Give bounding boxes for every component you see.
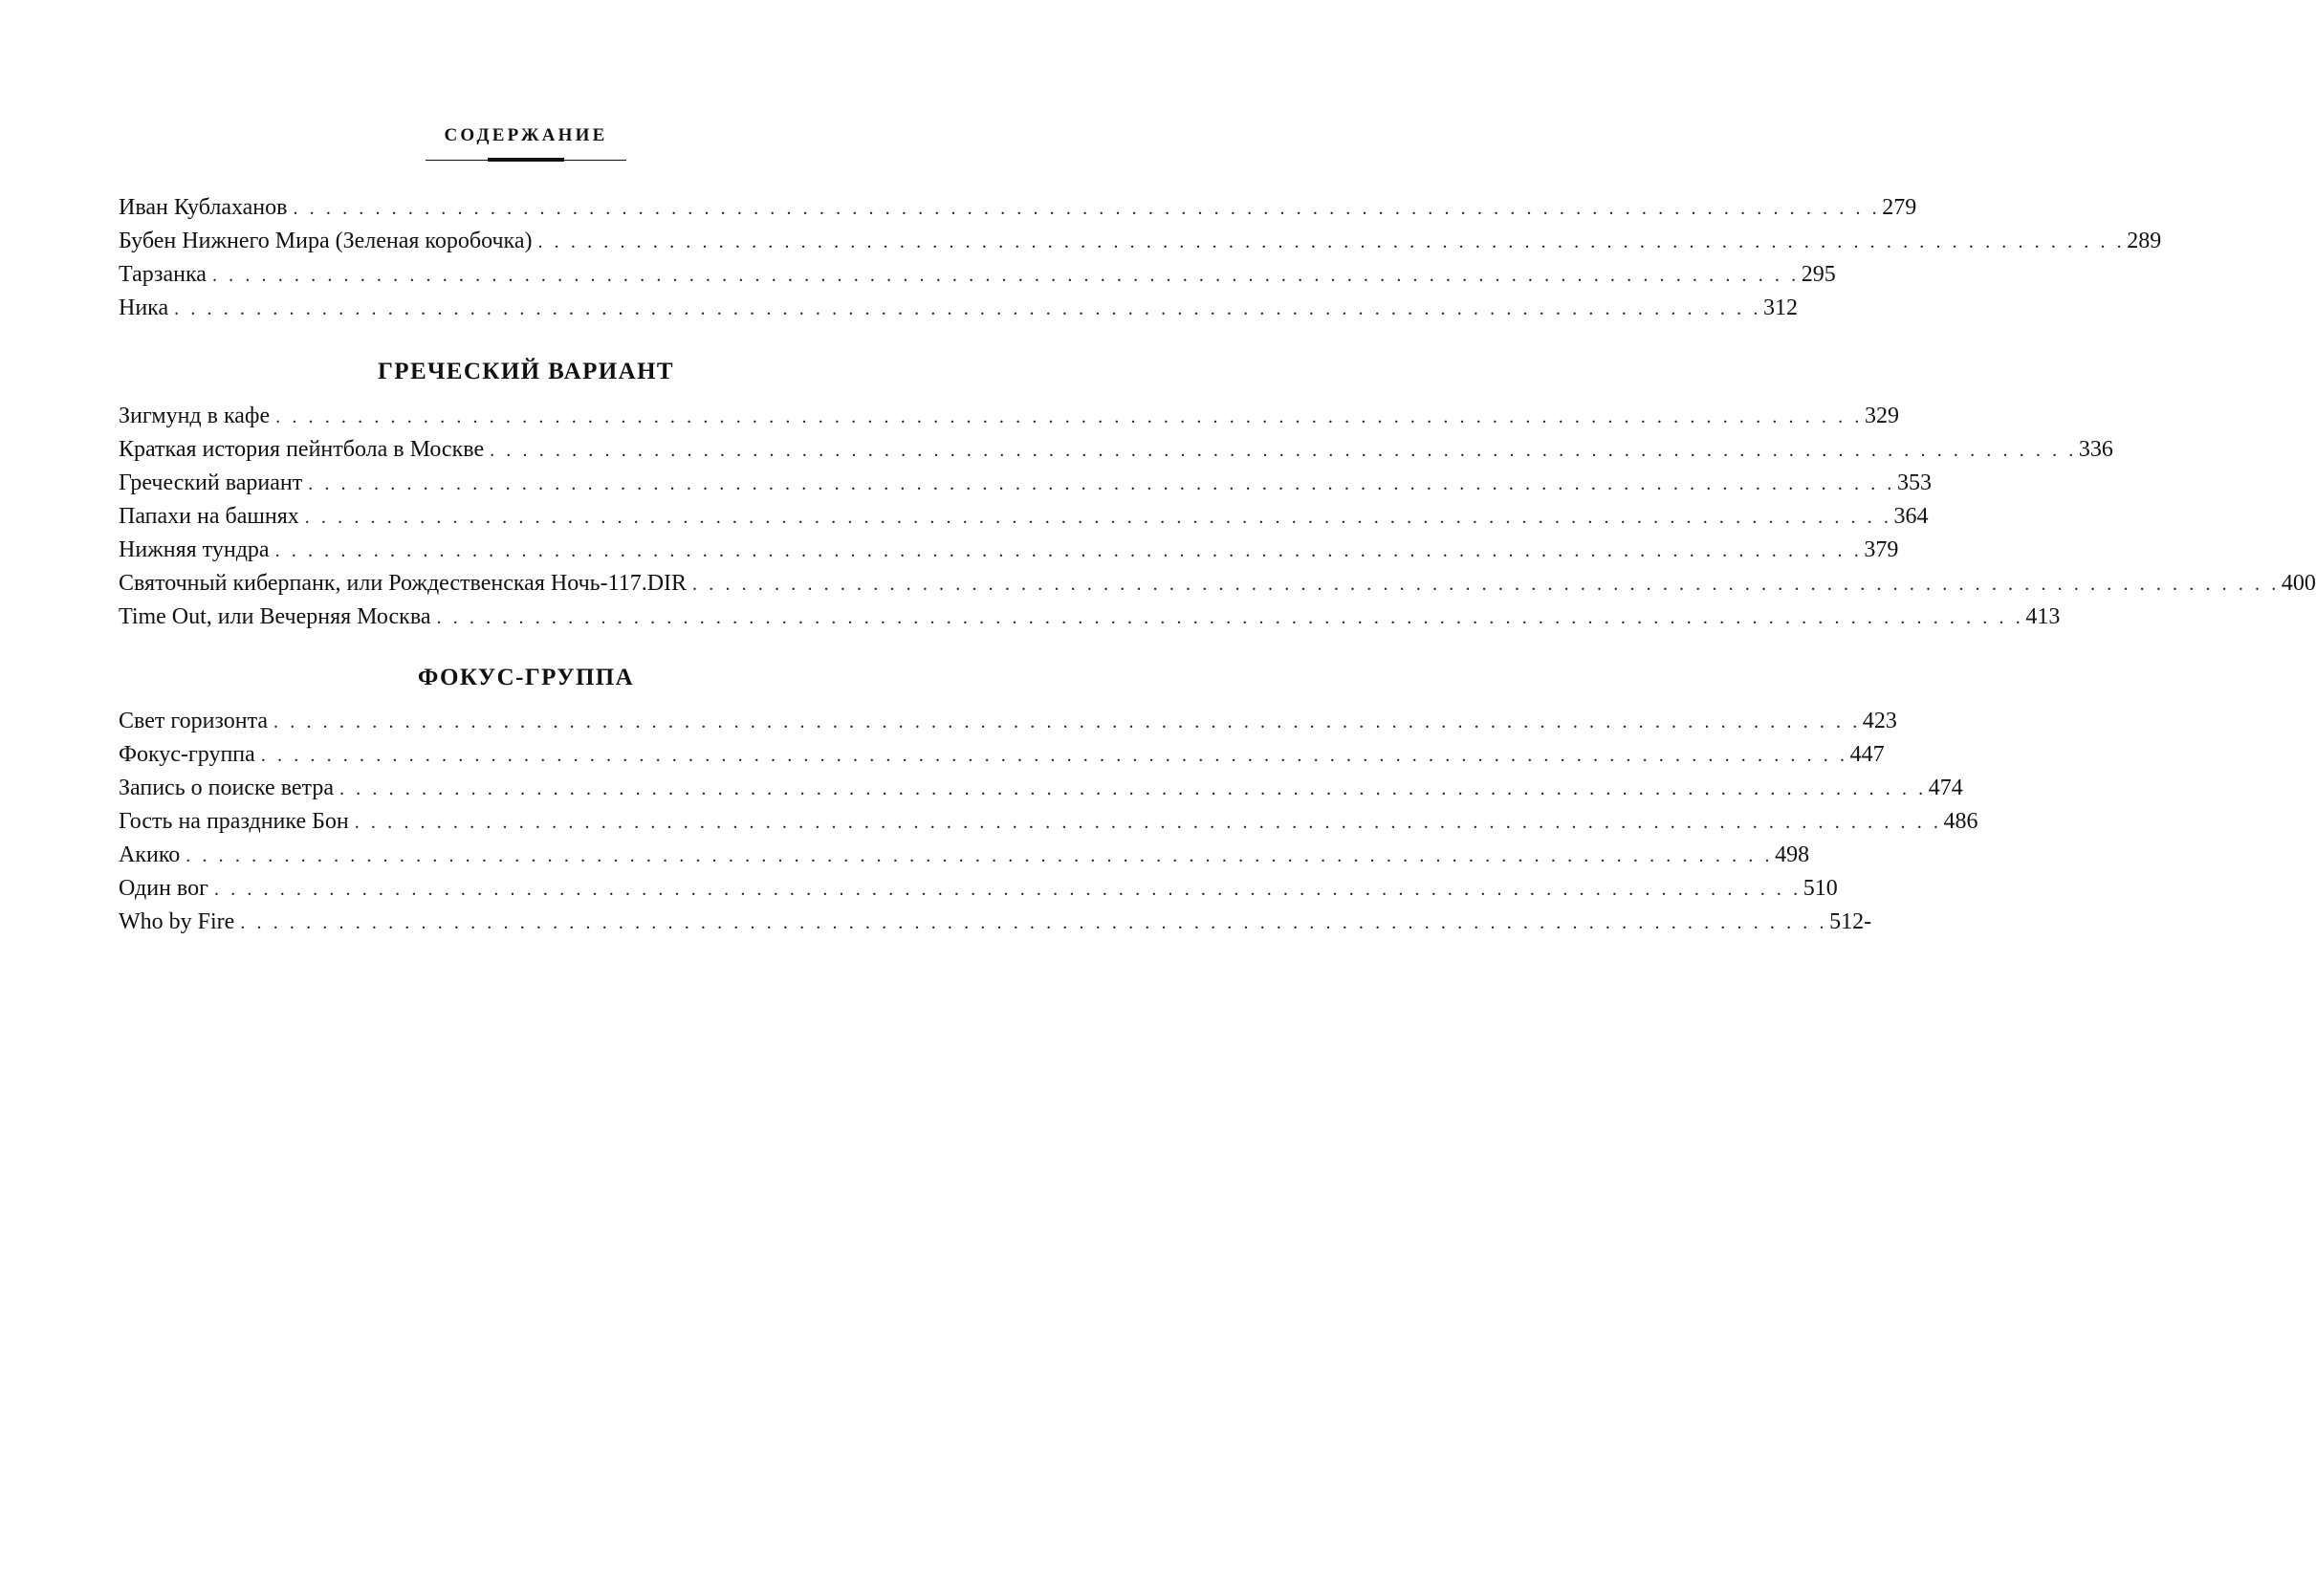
toc-entry-title: Краткая история пейнтбола в Москве	[119, 437, 485, 462]
section-heading-part2: ГРЕЧЕСКИЙ ВАРИАНТ	[377, 359, 675, 384]
toc-entry-page: 510	[1803, 876, 1838, 901]
toc-entry-page: 447	[1849, 742, 1885, 767]
toc-leader-dots: . . . . . . . . . . . . . . . . . . . . . . . . . . . . . . . . . . . . . . . . . . . . . . . . . . . . . . . . . . . . . . . . . . . . . . . . . . . . . . . . . . . . . . . . . . . . . . . . .	[275, 406, 1863, 427]
toc-leader-dots: . . . . . . . . . . . . . . . . . . . . . . . . . . . . . . . . . . . . . . . . . . . . . . . . . . . . . . . . . . . . . . . . . . . . . . . . . . . . . . . . . . . . . . . . . . . . . . . . .	[354, 812, 1942, 833]
toc-entry[interactable]	[119, 839, 1810, 872]
toc-entry[interactable]	[119, 872, 1838, 906]
toc-leader-dots: . . . . . . . . . . . . . . . . . . . . . . . . . . . . . . . . . . . . . . . . . . . . . . . . . . . . . . . . . . . . . . . . . . . . . . . . . . . . . . . . . . . . . . . . . . . . . . . . .	[186, 845, 1774, 866]
toc-entry-title: Фокус-группа	[119, 742, 255, 767]
toc-entry[interactable]	[119, 191, 1917, 225]
toc-entry-page: 400	[2281, 571, 2316, 596]
title-rule-thick-bar	[488, 158, 564, 162]
toc-leader-dots: . . . . . . . . . . . . . . . . . . . . . . . . . . . . . . . . . . . . . . . . . . . . . . . . . . . . . . . . . . . . . . . . . . . . . . . . . . . . . . . . . . . . . . . . . . . . . . . . .	[293, 198, 1881, 219]
toc-entry[interactable]	[119, 906, 1872, 939]
toc-entry[interactable]	[119, 400, 1899, 433]
toc-entry-title: Тарзанка	[119, 262, 207, 287]
toc-list-part1	[119, 191, 2162, 325]
toc-entry-page: 329	[1864, 404, 1899, 428]
toc-leader-dots: . . . . . . . . . . . . . . . . . . . . . . . . . . . . . . . . . . . . . . . . . . . . . . . . . . . . . . . . . . . . . . . . . . . . . . . . . . . . . . . . . . . . . . . . . . . . . . . . .	[490, 440, 2077, 461]
toc-entry-page: 353	[1897, 470, 1933, 495]
toc-entry-page: 379	[1864, 537, 1899, 562]
toc-entry-title: Греческий вариант	[119, 470, 303, 495]
toc-leader-dots: . . . . . . . . . . . . . . . . . . . . . . . . . . . . . . . . . . . . . . . . . . . . . . . . . . . . . . . . . . . . . . . . . . . . . . . . . . . . . . . . . . . . . . . . . . . . . . . . .	[692, 574, 2280, 595]
toc-entry-page: 295	[1801, 262, 1836, 287]
toc-entry[interactable]	[119, 705, 1897, 738]
toc-entry[interactable]	[119, 500, 1929, 534]
toc-entry-page: 364	[1893, 504, 1929, 529]
toc-entry-title: Who by Fire	[119, 909, 235, 934]
toc-leader-dots: . . . . . . . . . . . . . . . . . . . . . . . . . . . . . . . . . . . . . . . . . . . . . . . . . . . . . . . . . . . . . . . . . . . . . . . . . . . . . . . . . . . . . . . . . . . . . . . . .	[339, 778, 1927, 799]
toc-entry[interactable]	[119, 292, 1798, 325]
toc-entry-page: 512-	[1829, 909, 1872, 934]
toc-entry-page: 498	[1775, 842, 1810, 867]
toc-leader-dots: . . . . . . . . . . . . . . . . . . . . . . . . . . . . . . . . . . . . . . . . . . . . . . . . . . . . . . . . . . . . . . . . . . . . . . . . . . . . . . . . . . . . . . . . . . . . . . . . .	[304, 507, 1892, 528]
toc-entry[interactable]	[119, 534, 1899, 567]
toc-entry[interactable]	[119, 738, 1885, 772]
toc-entry[interactable]	[119, 258, 1836, 292]
toc-list-part2	[119, 400, 2316, 634]
toc-entry-title: Зигмунд в кафе	[119, 404, 271, 428]
toc-entry-page: 474	[1928, 776, 1963, 800]
toc-entry[interactable]	[119, 433, 2113, 467]
toc-leader-dots: . . . . . . . . . . . . . . . . . . . . . . . . . . . . . . . . . . . . . . . . . . . . . . . . . . . . . . . . . . . . . . . . . . . . . . . . . . . . . . . . . . . . . . . . . . . . . . . . .	[213, 879, 1802, 900]
title-ornament-rule	[426, 158, 626, 163]
toc-entry-title: Папахи на башнях	[119, 504, 299, 529]
toc-entry-title: Time Out, или Вечерняя Москва	[119, 604, 431, 629]
toc-entry-page: 486	[1943, 809, 1978, 834]
toc-entry-page: 336	[2078, 437, 2113, 462]
toc-entry[interactable]	[119, 225, 2162, 258]
page-header	[0, 124, 1052, 163]
toc-entry-title: Иван Кублаханов	[119, 195, 288, 220]
page-title: СОДЕРЖАНИЕ	[444, 125, 608, 145]
toc-entry-title: Бубен Нижнего Мира (Зеленая коробочка)	[119, 229, 533, 253]
toc-entry-title: Свет горизонта	[119, 709, 269, 733]
toc-entry-title: Акико	[119, 842, 181, 867]
toc-leader-dots: . . . . . . . . . . . . . . . . . . . . . . . . . . . . . . . . . . . . . . . . . . . . . . . . . . . . . . . . . . . . . . . . . . . . . . . . . . . . . . . . . . . . . . . . . . . . . . . . .	[211, 265, 1800, 286]
toc-entry[interactable]	[119, 805, 1978, 839]
toc-leader-dots: . . . . . . . . . . . . . . . . . . . . . . . . . . . . . . . . . . . . . . . . . . . . . . . . . . . . . . . . . . . . . . . . . . . . . . . . . . . . . . . . . . . . . . . . . . . . . . . . .	[174, 298, 1761, 319]
toc-entry-title: Святочный киберпанк, или Рождественская Ночь-117.DIR	[119, 571, 688, 596]
toc-entry-title: Запись о поиске ветра	[119, 776, 334, 800]
toc-entry-title: Один вог	[119, 876, 208, 901]
toc-entry-page: 289	[2127, 229, 2162, 253]
toc-entry-page: 312	[1762, 295, 1798, 320]
toc-entry-page: 279	[1882, 195, 1917, 220]
toc-entry[interactable]	[119, 772, 1963, 805]
toc-leader-dots: . . . . . . . . . . . . . . . . . . . . . . . . . . . . . . . . . . . . . . . . . . . . . . . . . . . . . . . . . . . . . . . . . . . . . . . . . . . . . . . . . . . . . . . . . . . . . . . . .	[273, 711, 1861, 732]
toc-list-part3	[119, 705, 1978, 939]
section-heading-part3: ФОКУС-ГРУППА	[417, 665, 635, 690]
toc-entry-title: Ника	[119, 295, 169, 320]
toc-entry-title: Нижняя тундра	[119, 537, 270, 562]
toc-entry[interactable]	[119, 567, 2316, 601]
toc-leader-dots: . . . . . . . . . . . . . . . . . . . . . . . . . . . . . . . . . . . . . . . . . . . . . . . . . . . . . . . . . . . . . . . . . . . . . . . . . . . . . . . . . . . . . . . . . . . . . . . . .	[537, 231, 2126, 252]
toc-entry-page: 423	[1862, 709, 1897, 733]
toc-leader-dots: . . . . . . . . . . . . . . . . . . . . . . . . . . . . . . . . . . . . . . . . . . . . . . . . . . . . . . . . . . . . . . . . . . . . . . . . . . . . . . . . . . . . . . . . . . . . . . . . .	[308, 473, 1896, 494]
toc-leader-dots: . . . . . . . . . . . . . . . . . . . . . . . . . . . . . . . . . . . . . . . . . . . . . . . . . . . . . . . . . . . . . . . . . . . . . . . . . . . . . . . . . . . . . . . . . . . . . . . . .	[240, 912, 1828, 933]
toc-entry-title: Гость на празднике Бон	[119, 809, 349, 834]
toc-entry-page: 413	[2025, 604, 2061, 629]
toc-entry[interactable]	[119, 601, 2061, 634]
toc-leader-dots: . . . . . . . . . . . . . . . . . . . . . . . . . . . . . . . . . . . . . . . . . . . . . . . . . . . . . . . . . . . . . . . . . . . . . . . . . . . . . . . . . . . . . . . . . . . . . . . . .	[436, 607, 2024, 628]
toc-entry[interactable]	[119, 467, 1933, 500]
toc-leader-dots: . . . . . . . . . . . . . . . . . . . . . . . . . . . . . . . . . . . . . . . . . . . . . . . . . . . . . . . . . . . . . . . . . . . . . . . . . . . . . . . . . . . . . . . . . . . . . . . . .	[274, 540, 1863, 561]
toc-leader-dots: . . . . . . . . . . . . . . . . . . . . . . . . . . . . . . . . . . . . . . . . . . . . . . . . . . . . . . . . . . . . . . . . . . . . . . . . . . . . . . . . . . . . . . . . . . . . . . . . .	[260, 745, 1848, 766]
